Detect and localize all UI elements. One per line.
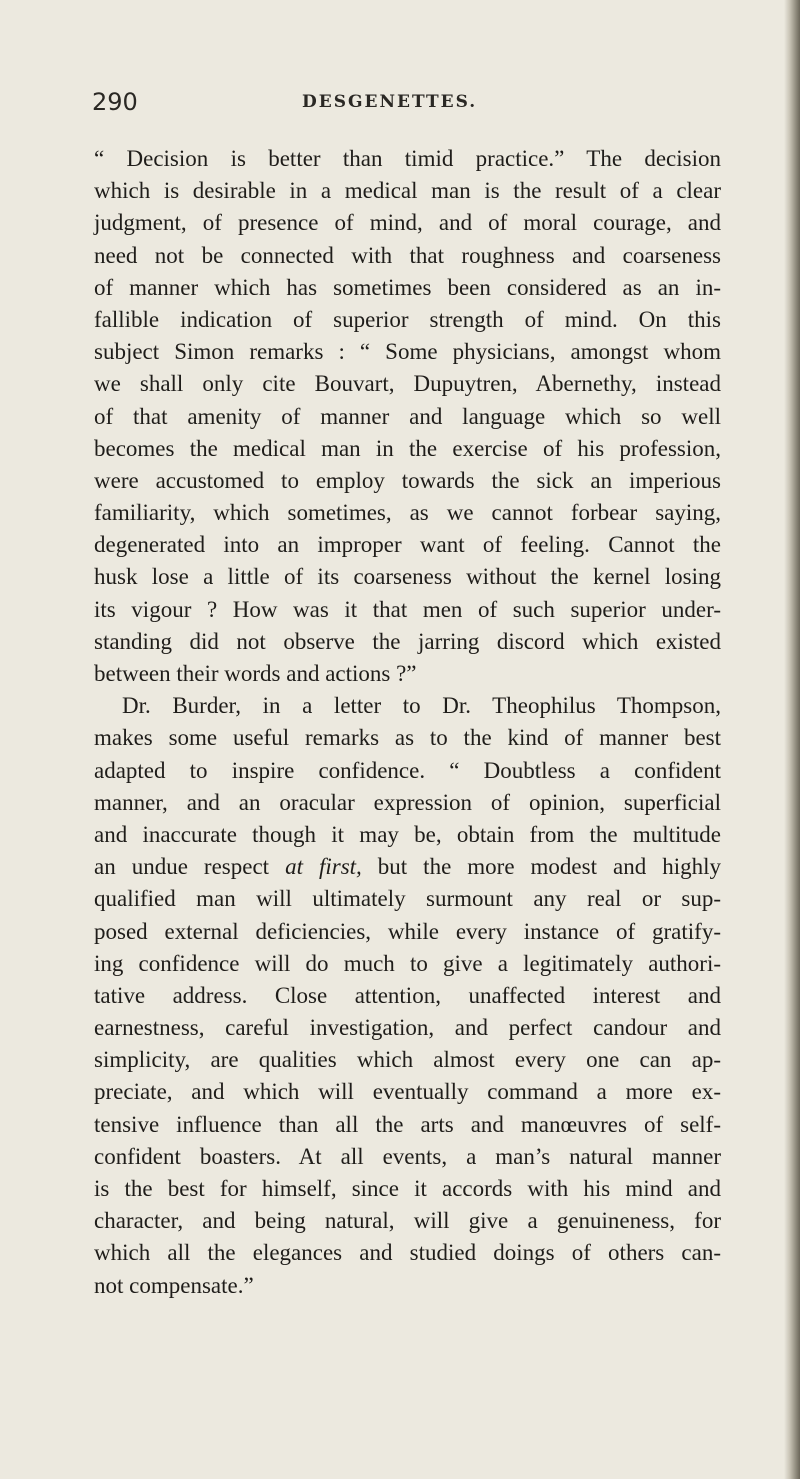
text-line: which is desirable in a medical man is the result of a clear (94, 178, 721, 204)
italic-emphasis: at first, (285, 854, 362, 880)
text-line: of manner which has sometimes been considered as an in- (94, 274, 721, 300)
text-line: between their words and actions ?” (94, 661, 417, 686)
text-segment: but the more modest and highly (361, 854, 721, 880)
page-edge-shadow (784, 0, 800, 1479)
text-line: becomes the medical man in the exercise of his profession, (94, 435, 721, 461)
text-line: manner, and an oracular expression of opinion, superficial (94, 789, 721, 815)
text-line: tensive influence than all the arts and manœuvres of self- (94, 1111, 721, 1137)
text-line: standing did not observe the jarring discord which existed (94, 628, 721, 654)
text-line: ing confidence will do much to give a legitimately authori- (94, 950, 721, 976)
text-line: is the best for himself, since it accords with his mind and (94, 1176, 721, 1201)
text-line: Dr. Burder, in a letter to Dr. Theophilus Thompson, (122, 693, 721, 719)
body-text (94, 143, 721, 1302)
text-line: degenerated into an improper want of feeling. Cannot the (94, 532, 721, 558)
text-line: earnestness, careful investigation, and perfect candour and (94, 1015, 721, 1041)
text-line: familiarity, which sometimes, as we cannot forbear saying, (94, 500, 721, 526)
text-line: confident boasters. At all events, a man’s natural manner (94, 1143, 721, 1169)
text-line: of that amenity of manner and language which so well (94, 403, 721, 429)
running-head: DESGENETTES. (302, 92, 478, 112)
text-line: character, and being natural, will give a genuineness, for (94, 1208, 721, 1234)
text-line: simplicity, are qualities which almost every one can ap- (94, 1047, 721, 1073)
text-line (94, 851, 721, 883)
text-line: and inaccurate though it may be, obtain from the multitude (94, 821, 721, 847)
text-line: tative address. Close attention, unaffected interest and (94, 982, 721, 1008)
text-line: fallible indication of superior strength of mind. On this (94, 306, 721, 332)
text-line: qualified man will ultimately surmount any real or sup- (94, 886, 721, 912)
text-line: husk lose a little of its coarseness without the kernel losing (94, 564, 721, 590)
text-line: were accustomed to employ towards the sick an imperious (94, 467, 721, 493)
text-line: makes some useful remarks as to the kind of manner best (94, 725, 721, 751)
text-line: need not be connected with that roughness and coarseness (94, 242, 721, 268)
page-number: 290 (92, 88, 138, 116)
text-line: “ Decision is better than timid practice.” The decision (94, 146, 721, 171)
text-line: we shall only cite Bouvart, Dupuytren, Abernethy, instead (94, 371, 721, 397)
text-line: subject Simon remarks : “ Some physicians, amongst whom (94, 339, 721, 365)
text-line: not compensate.” (94, 1272, 254, 1298)
text-line: adapted to inspire confidence. “ Doubtless a confident (94, 757, 721, 783)
text-line: which all the elegances and studied doings of others can- (94, 1240, 721, 1266)
text-line: its vigour ? How was it that men of such superior under- (94, 596, 721, 622)
text-line: posed external deficiencies, while every instance of gratify- (94, 918, 721, 944)
text-line: judgment, of presence of mind, and of moral courage, and (94, 210, 721, 236)
text-line: preciate, and which will eventually command a more ex- (94, 1079, 721, 1105)
text-segment: an undue respect (94, 854, 286, 880)
page-header (92, 88, 722, 128)
